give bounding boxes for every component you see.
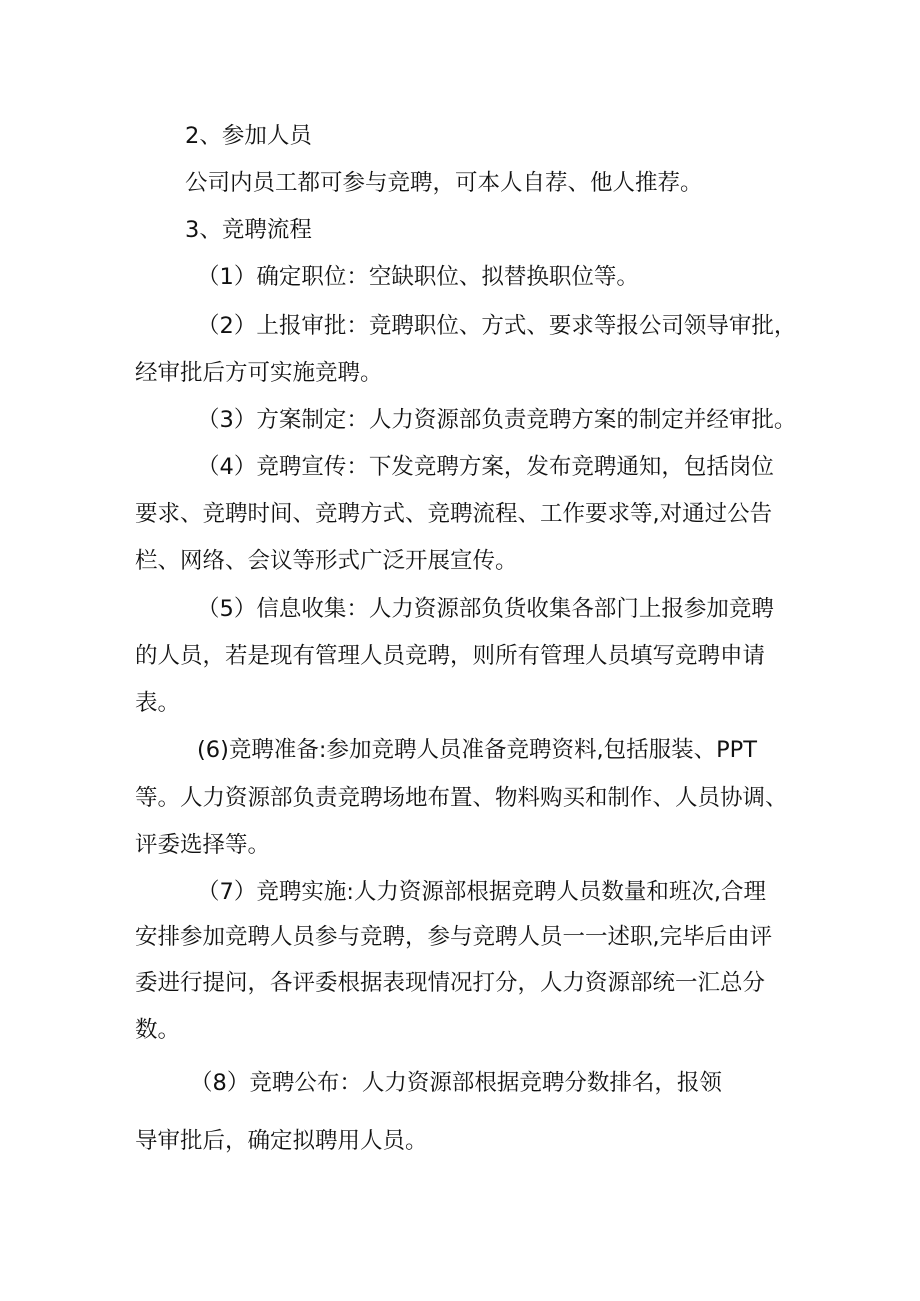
step-7-line-4: 数。 (135, 1017, 181, 1043)
step-5-line-1: （5）信息收集：人力资源部负货收集各部门上报参加竞聘 (197, 596, 774, 622)
step-4-line-1: （4）竞聘宣传：下发竞聘方案，发布竞聘通知，包括岗位 (197, 454, 774, 480)
step-6-line-1: (6)竞聘准备:参加竞聘人员准备竞聘资料,包括服装、PPT (197, 737, 757, 763)
step-3-line-1: （3）方案制定：人力资源部负责竞聘方案的制定并经审批。 (197, 407, 797, 433)
step-4-line-2: 要求、竞聘时间、竞聘方式、竞聘流程、工作要求等,对通过公告 (135, 501, 773, 527)
section-2-body: 公司内员工都可参与竞聘，可本人自荐、他人推荐。 (185, 170, 703, 196)
step-6-line-3: 评委选择等。 (135, 832, 271, 858)
step-1-line-1: （1）确定职位：空缺职位、拟替换职位等。 (197, 264, 639, 290)
step-7-line-2: 安排参加竞聘人员参与竞聘，参与竞聘人员一一述职,完毕后由评 (135, 924, 773, 950)
section-2-heading: 2、参加人员 (185, 123, 312, 149)
section-3-heading: 3、竞聘流程 (185, 217, 312, 243)
step-7-line-1: （7）竞聘实施:人力资源部根据竞聘人员数量和班次,合理 (197, 879, 767, 905)
step-7-line-3: 委进行提问，各评委根据表现情况打分，人力资源部统一汇总分 (135, 970, 766, 996)
step-5-line-3: 表。 (135, 690, 181, 716)
step-2-line-1: （2）上报审批：竞聘职位、方式、要求等报公司领导审批， (197, 313, 797, 339)
step-4-line-3: 栏、网络、会议等形式广泛开展宣传。 (135, 548, 518, 574)
step-5-line-2: 的人员，若是现有管理人员竞聘，则所有管理人员填写竞聘申请 (135, 643, 766, 669)
step-8-line-2: 导审批后，确定拟聘用人员。 (135, 1128, 428, 1154)
step-6-line-2: 等。人力资源部负责竞聘场地布置、物料购买和制作、人员协调、 (135, 785, 788, 811)
step-2-line-2: 经审批后方可实施竞聘。 (135, 360, 383, 386)
step-8-line-1: （8）竞聘公布：人力资源部根据竞聘分数排名，报领 (190, 1070, 722, 1096)
